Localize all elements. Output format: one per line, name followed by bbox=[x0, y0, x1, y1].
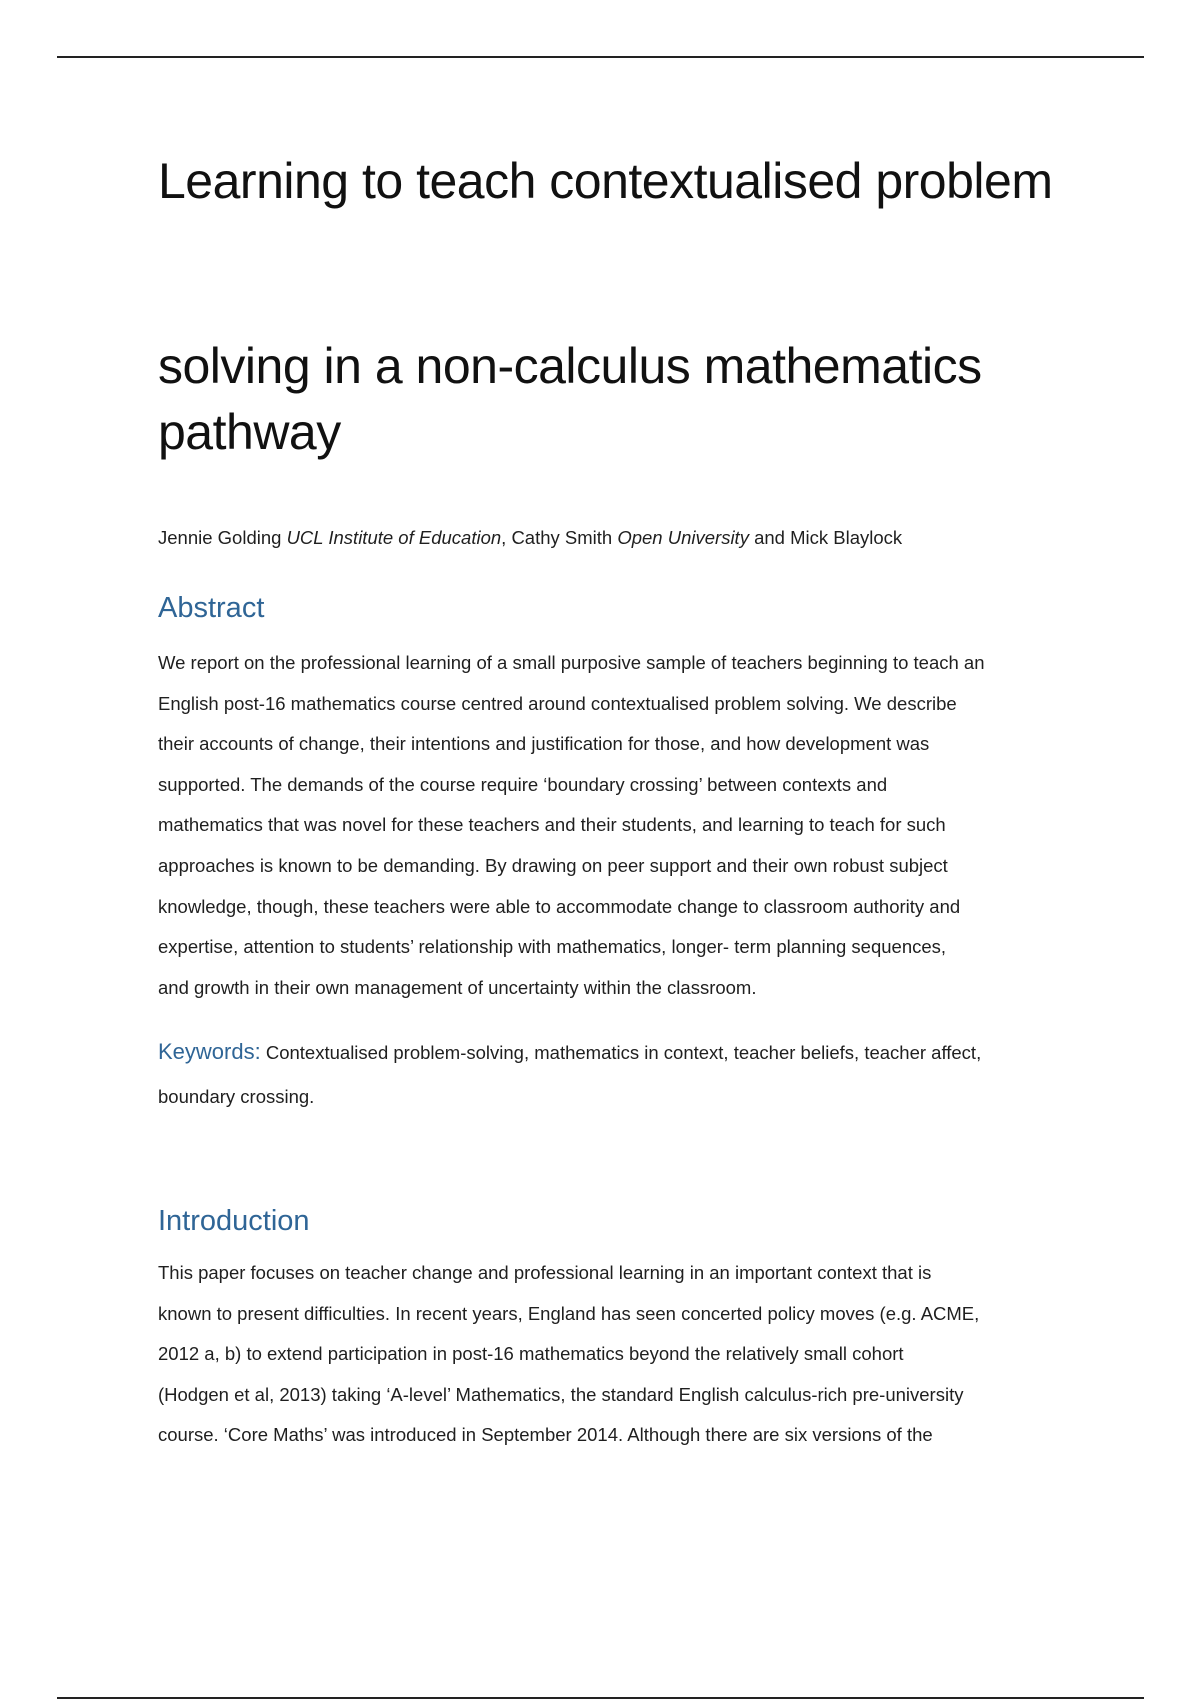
abstract-line: English post-16 mathematics course centred around contextualised problem solving. We describe bbox=[158, 692, 957, 714]
introduction-line: (Hodgen et al, 2013) taking ‘A-level’ Mathematics, the standard English calculus-rich pre-university bbox=[158, 1383, 964, 1405]
author-separator: , bbox=[501, 527, 512, 548]
introduction-line: 2012 a, b) to extend participation in post-16 mathematics beyond the relatively small cohort bbox=[158, 1343, 904, 1365]
abstract-line: supported. The demands of the course require ‘boundary crossing’ between contexts and bbox=[158, 773, 888, 795]
author-conjunction: and bbox=[748, 527, 791, 548]
abstract-line: approaches is known to be demanding. By drawing on peer support and their own robust subject bbox=[158, 854, 948, 876]
abstract-line: and growth in their own management of uncertainty within the classroom. bbox=[158, 976, 757, 998]
introduction-heading: Introduction bbox=[158, 1205, 310, 1237]
keywords-block bbox=[158, 1030, 1078, 1119]
introduction-paragraph bbox=[158, 1253, 1078, 1456]
title-line-2: solving in a non-calculus mathematics bbox=[158, 338, 982, 394]
author-name-1: Jennie Golding bbox=[158, 527, 282, 548]
keywords-line-1 bbox=[158, 1030, 1078, 1075]
keywords-line-2: boundary crossing. bbox=[158, 1086, 315, 1107]
abstract-paragraph bbox=[158, 643, 1078, 1008]
abstract-line: knowledge, though, these teachers were able to accommodate change to classroom authority and bbox=[158, 895, 961, 917]
introduction-line: This paper focuses on teacher change and professional learning in an important context that is bbox=[158, 1262, 932, 1283]
abstract-line: expertise, attention to students’ relationship with mathematics, longer- term planning sequences, bbox=[158, 936, 947, 958]
introduction-line: known to present difficulties. In recent years, England has seen concerted policy moves (e.g. ACME, bbox=[158, 1302, 980, 1324]
keywords-label: Keywords: bbox=[158, 1039, 261, 1064]
author-line bbox=[158, 525, 902, 551]
author-affiliation-1: UCL Institute of Education bbox=[286, 527, 502, 548]
abstract-line: their accounts of change, their intentions and justification for those, and how development was bbox=[158, 733, 930, 755]
author-name-3: Mick Blaylock bbox=[790, 527, 903, 548]
top-rule bbox=[57, 56, 1144, 58]
keywords-text: Contextualised problem-solving, mathematics in context, teacher beliefs, teacher affect, bbox=[260, 1042, 982, 1063]
title-line-1: Learning to teach contextualised problem bbox=[158, 153, 1053, 209]
author-affiliation-2: Open University bbox=[617, 527, 749, 548]
title-line-3: pathway bbox=[158, 404, 341, 460]
author-name-2: Cathy Smith bbox=[511, 527, 613, 548]
abstract-heading: Abstract bbox=[158, 592, 265, 624]
introduction-line: course. ‘Core Maths’ was introduced in September 2014. Although there are six versions of the bbox=[158, 1424, 933, 1446]
abstract-line: mathematics that was novel for these teachers and their students, and learning to teach for such bbox=[158, 814, 946, 836]
abstract-line: We report on the professional learning of a small purposive sample of teachers beginning to teach an bbox=[158, 652, 985, 673]
bottom-rule bbox=[57, 1697, 1144, 1699]
